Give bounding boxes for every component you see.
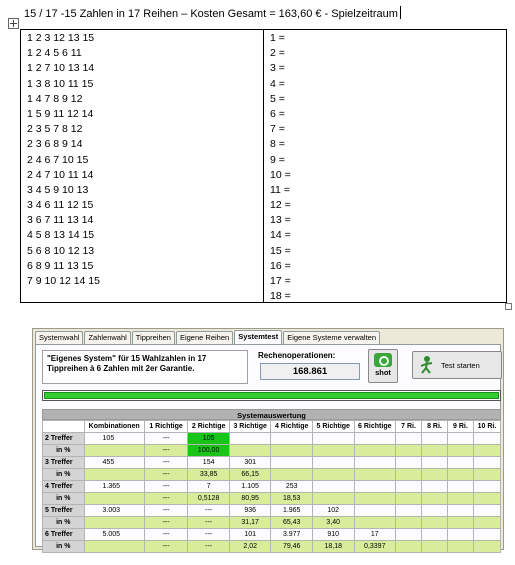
table-cell xyxy=(84,541,144,553)
table-cell xyxy=(447,493,473,505)
table-cell: 31,17 xyxy=(229,517,271,529)
result-row: 16 = xyxy=(270,259,291,272)
table-cell xyxy=(473,517,500,529)
table-cell xyxy=(473,469,500,481)
combination-row: 7 9 10 12 14 15 xyxy=(27,275,100,287)
row-label: in % xyxy=(43,445,85,457)
table-cell: --- xyxy=(144,433,188,445)
table-row xyxy=(43,457,501,469)
table-cell xyxy=(421,493,447,505)
table-cell: --- xyxy=(144,445,188,457)
result-row: 4 = xyxy=(270,77,285,90)
system-evaluation xyxy=(42,409,501,553)
table-cell: 66,15 xyxy=(229,469,271,481)
table-cell xyxy=(447,433,473,445)
table-cell xyxy=(354,445,396,457)
row-label: 3 Treffer xyxy=(43,457,85,469)
table-cell: 33,85 xyxy=(188,469,230,481)
table-cell: 65,43 xyxy=(271,517,313,529)
result-row: 12 = xyxy=(270,199,291,212)
table-cell: 1.365 xyxy=(84,481,144,493)
result-row: 14 = xyxy=(270,229,291,242)
table-cell: --- xyxy=(144,457,188,469)
table-cell xyxy=(447,505,473,517)
table-cell xyxy=(421,541,447,553)
table-cell: 1.105 xyxy=(229,481,271,493)
result-row: 15 = xyxy=(270,244,291,257)
table-cell xyxy=(396,541,422,553)
tab-eigene-systeme-verwalten[interactable]: Eigene Systeme verwalten xyxy=(283,331,380,344)
combination-row: 1 2 3 12 13 15 xyxy=(27,32,95,44)
result-row: 1 = xyxy=(270,32,285,44)
test-start-label: Test starten xyxy=(441,361,480,370)
combination-row: 1 5 9 11 12 14 xyxy=(27,107,94,120)
systemtest-panel xyxy=(35,344,501,550)
table-header-row xyxy=(43,421,501,433)
table-cell xyxy=(271,433,313,445)
table-row xyxy=(43,433,501,445)
table-cell xyxy=(421,445,447,457)
table-cell xyxy=(396,433,422,445)
table-cell: 18,18 xyxy=(312,541,354,553)
combination-row: 1 3 8 10 11 15 xyxy=(27,77,94,90)
tab-tippreihen[interactable]: Tippreihen xyxy=(132,331,175,344)
combination-row: 1 2 4 5 6 11 xyxy=(27,47,82,60)
word-table xyxy=(20,29,507,303)
table-cell xyxy=(271,457,313,469)
column-header: 9 Ri. xyxy=(447,421,473,433)
table-cell: 301 xyxy=(229,457,271,469)
table-cell xyxy=(354,481,396,493)
table-cell: 2,02 xyxy=(229,541,271,553)
tab-eigene-reihen[interactable]: Eigene Reihen xyxy=(176,331,233,344)
text-cursor xyxy=(400,6,401,19)
combination-row: 1 2 7 10 13 14 xyxy=(27,62,95,75)
table-cell xyxy=(312,481,354,493)
column-header: 1 Richtige xyxy=(144,421,188,433)
table-cell: --- xyxy=(188,529,230,541)
result-row: 11 = xyxy=(270,183,290,196)
table-row xyxy=(43,469,501,481)
column-header: 7 Ri. xyxy=(396,421,422,433)
running-figure-icon xyxy=(417,355,437,375)
table-cell: 7 xyxy=(188,481,230,493)
table-cell: 100,00 xyxy=(188,445,230,457)
combination-row: 3 4 6 11 12 15 xyxy=(27,199,94,212)
table-cell xyxy=(84,469,144,481)
table-cell xyxy=(421,457,447,469)
table-cell: 5.005 xyxy=(84,529,144,541)
table-cell: --- xyxy=(144,505,188,517)
table-cell xyxy=(473,481,500,493)
result-row: 17 = xyxy=(270,275,291,287)
document-title: 15 / 17 -15 Zahlen in 17 Reihen – Kosten Gesamt = 163,60 € - Spielzeitraum xyxy=(24,6,401,20)
column-header: 6 Richtige xyxy=(354,421,396,433)
table-cell: 101 xyxy=(229,529,271,541)
row-label: in % xyxy=(43,517,85,529)
table-cell xyxy=(447,445,473,457)
table-cell xyxy=(473,433,500,445)
table-cell: --- xyxy=(144,517,188,529)
column-header: 4 Richtige xyxy=(271,421,313,433)
row-label: 5 Treffer xyxy=(43,505,85,517)
table-cell: --- xyxy=(144,469,188,481)
table-cell: 0,5128 xyxy=(188,493,230,505)
table-cell xyxy=(421,469,447,481)
table-cell xyxy=(354,433,396,445)
table-cell: 102 xyxy=(312,505,354,517)
result-row: 5 = xyxy=(270,92,285,105)
table-cell: --- xyxy=(144,541,188,553)
lotto-app-screenshot xyxy=(32,328,504,550)
table-cell xyxy=(229,445,271,457)
table-cell xyxy=(421,433,447,445)
combination-row: 4 5 8 13 14 15 xyxy=(27,229,95,242)
row-label: 4 Treffer xyxy=(43,481,85,493)
row-label: in % xyxy=(43,541,85,553)
table-cell xyxy=(354,457,396,469)
table-cell: --- xyxy=(188,541,230,553)
table-cell xyxy=(473,457,500,469)
table-cell xyxy=(421,505,447,517)
table-cell xyxy=(312,433,354,445)
table-cell: 105 xyxy=(84,433,144,445)
progress-bar xyxy=(42,390,501,401)
table-cell: 936 xyxy=(229,505,271,517)
result-row: 9 = xyxy=(270,153,285,166)
table-cell xyxy=(396,445,422,457)
progress-fill xyxy=(44,392,499,399)
table-row xyxy=(43,517,501,529)
result-row: 3 = xyxy=(270,62,285,75)
table-cell xyxy=(84,445,144,457)
test-start-button[interactable] xyxy=(412,351,502,379)
column-header: 8 Ri. xyxy=(421,421,447,433)
table-cell xyxy=(396,493,422,505)
table-cell xyxy=(447,529,473,541)
combination-row: 1 4 7 8 9 12 xyxy=(27,92,83,105)
table-cell xyxy=(354,517,396,529)
combination-row: 2 3 5 7 8 12 xyxy=(27,123,83,136)
table-cell xyxy=(421,517,447,529)
row-label: in % xyxy=(43,469,85,481)
table-cell xyxy=(473,505,500,517)
table-cell: 0,3397 xyxy=(354,541,396,553)
table-cell xyxy=(396,505,422,517)
table-cell: 455 xyxy=(84,457,144,469)
result-row: 2 = xyxy=(270,47,285,60)
table-cell: --- xyxy=(188,517,230,529)
table-cell: --- xyxy=(144,529,188,541)
table-resize-handle-icon[interactable] xyxy=(505,303,512,310)
column-header xyxy=(43,421,85,433)
table-cell: 154 xyxy=(188,457,230,469)
table-cell xyxy=(447,517,473,529)
ops-value-field: 168.861 xyxy=(260,363,360,380)
table-row xyxy=(43,529,501,541)
tab-systemtest[interactable]: Systemtest xyxy=(234,330,282,344)
column-header: 5 Richtige xyxy=(312,421,354,433)
combination-row: 6 8 9 11 13 15 xyxy=(27,259,94,272)
row-label: 6 Treffer xyxy=(43,529,85,541)
combination-row: 2 4 6 7 10 15 xyxy=(27,153,89,166)
table-cell xyxy=(354,469,396,481)
table-cell xyxy=(396,517,422,529)
tab-systemwahl[interactable]: Systemwahl xyxy=(35,331,83,344)
evaluation-table xyxy=(42,420,501,553)
table-cell xyxy=(84,493,144,505)
table-cell: --- xyxy=(144,493,188,505)
table-row xyxy=(43,481,501,493)
table-cell xyxy=(421,481,447,493)
combination-row: 3 6 7 11 13 14 xyxy=(27,214,94,227)
table-cell: 3.003 xyxy=(84,505,144,517)
table-cell: 253 xyxy=(271,481,313,493)
table-cell xyxy=(447,541,473,553)
table-cell xyxy=(312,493,354,505)
combination-row: 2 4 7 10 11 14 xyxy=(27,168,94,181)
table-cell xyxy=(447,457,473,469)
result-row: 13 = xyxy=(270,214,291,227)
table-cell xyxy=(312,457,354,469)
combinations-column xyxy=(21,30,264,302)
system-info-box: "Eigenes System" für 15 Wahlzahlen in 17 Tippreihen à 6 Zahlen mit 2er Garantie. xyxy=(42,350,248,384)
table-row xyxy=(43,445,501,457)
result-row: 18 = xyxy=(270,290,291,303)
table-cell xyxy=(271,445,313,457)
column-header: Kombinationen xyxy=(84,421,144,433)
combination-row: 5 6 8 10 12 13 xyxy=(27,244,95,257)
shot-button[interactable] xyxy=(368,349,398,383)
tab-zahlenwahl[interactable]: Zahlenwahl xyxy=(84,331,130,344)
camera-icon xyxy=(374,353,392,367)
system-evaluation-title: Systemauswertung xyxy=(42,409,501,420)
table-cell: 18,53 xyxy=(271,493,313,505)
table-cell xyxy=(312,469,354,481)
table-cell xyxy=(84,517,144,529)
tab-bar xyxy=(35,331,381,345)
table-cell xyxy=(271,469,313,481)
table-cell xyxy=(421,529,447,541)
table-cell xyxy=(396,481,422,493)
table-cell xyxy=(354,505,396,517)
shot-button-label: shot xyxy=(375,368,391,377)
table-cell: 3,40 xyxy=(312,517,354,529)
table-cell xyxy=(396,457,422,469)
table-cell xyxy=(396,529,422,541)
combination-row: 2 3 6 8 9 14 xyxy=(27,138,83,151)
table-row xyxy=(43,541,501,553)
table-cell: 1.965 xyxy=(271,505,313,517)
table-cell xyxy=(447,481,473,493)
results-column xyxy=(264,30,506,302)
result-row: 10 = xyxy=(270,168,291,181)
table-cell xyxy=(473,529,500,541)
column-header: 10 Ri. xyxy=(473,421,500,433)
table-cell: 79,46 xyxy=(271,541,313,553)
table-cell xyxy=(473,493,500,505)
column-header: 2 Richtige xyxy=(188,421,230,433)
table-row xyxy=(43,505,501,517)
result-row: 7 = xyxy=(270,123,285,136)
table-cell: 3.977 xyxy=(271,529,313,541)
table-cell: --- xyxy=(188,505,230,517)
row-label: 2 Treffer xyxy=(43,433,85,445)
table-cell xyxy=(473,445,500,457)
table-cell xyxy=(447,469,473,481)
combination-row: 3 4 5 9 10 13 xyxy=(27,183,89,196)
result-row: 8 = xyxy=(270,138,285,151)
table-cell xyxy=(473,541,500,553)
row-label: in % xyxy=(43,493,85,505)
table-cell xyxy=(354,493,396,505)
table-cell: 910 xyxy=(312,529,354,541)
table-cell xyxy=(229,433,271,445)
column-header: 3 Richtige xyxy=(229,421,271,433)
table-cell: 17 xyxy=(354,529,396,541)
table-row xyxy=(43,493,501,505)
table-move-handle-icon[interactable] xyxy=(8,18,19,29)
table-cell xyxy=(396,469,422,481)
result-row: 6 = xyxy=(270,107,285,120)
ops-label: Rechenoperationen: xyxy=(258,351,336,360)
table-cell xyxy=(312,445,354,457)
table-cell: 105 xyxy=(188,433,230,445)
table-cell: --- xyxy=(144,481,188,493)
table-cell: 80,95 xyxy=(229,493,271,505)
